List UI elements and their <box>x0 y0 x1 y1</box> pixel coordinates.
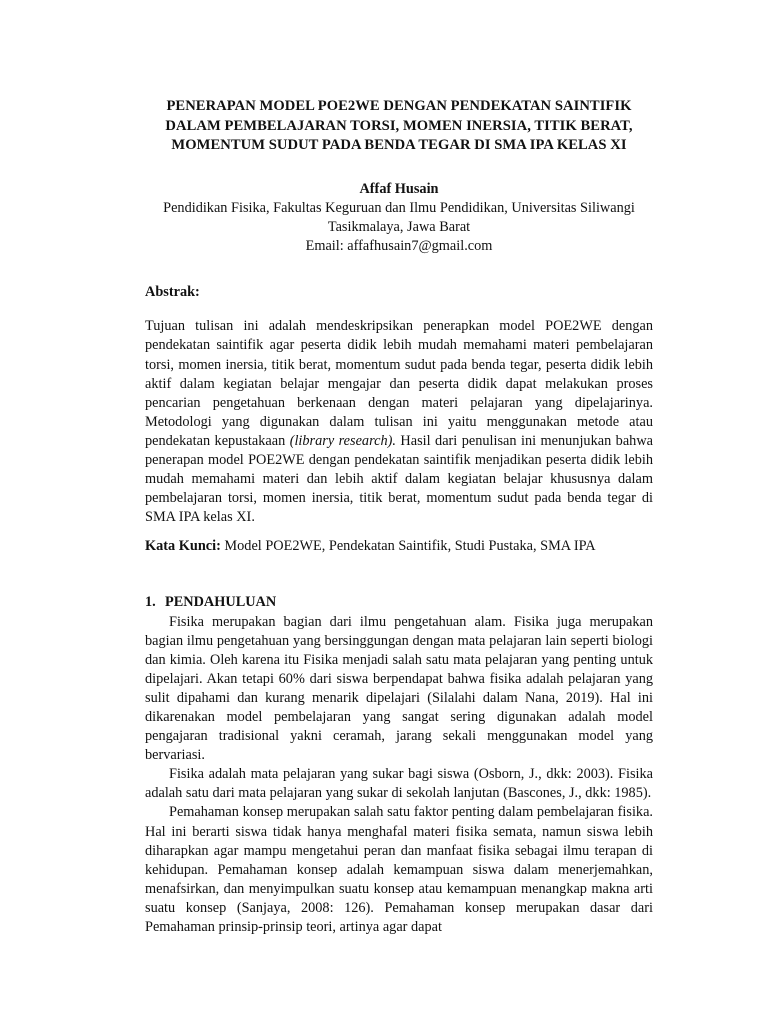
keywords-label: Kata Kunci: <box>145 538 221 555</box>
body-paragraph: Fisika merupakan bagian dari ilmu pengetahuan alam. Fisika juga merupakan bagian ilmu pengetahuan yang bersinggungan dengan mata pelajaran lain seperti biologi dan kimia. Oleh karena itu Fisika menjadi salah satu mata pelajaran yang penting untuk dipelajari. Akan tetapi 60% dari siswa berpendapat bahwa fisika adalah pelajaran yang sulit dipahami dan kurang menarik dipelajari (Silalahi dalam Nana, 2019). Hal ini dikarenakan model pembelajaran yang sangat sering digunakan adalah model pengajaran tradisional yakni ceramah, jarang sekali menggunakan model yang bervariasi. <box>145 613 653 764</box>
title-line: DALAM PEMBELAJARAN TORSI, MOMEN INERSIA, TITIK BERAT, <box>165 117 633 134</box>
author-affiliation: Pendidikan Fisika, Fakultas Keguruan dan Ilmu Pendidikan, Universitas Siliwangi <box>163 199 635 216</box>
abstract-text <box>145 317 653 527</box>
section-heading <box>145 593 653 612</box>
section-number: 1. <box>145 594 156 611</box>
paper-title <box>145 97 653 156</box>
author-location: Tasikmalaya, Jawa Barat <box>327 218 471 235</box>
abstract-heading: Abstrak: <box>145 284 200 301</box>
author-email: Email: affafhusain7@gmail.com <box>305 238 493 255</box>
author-name: Affaf Husain <box>359 180 439 197</box>
keywords-text: Model POE2WE, Pendekatan Saintifik, Studi Pustaka, SMA IPA <box>220 538 596 555</box>
keywords <box>145 537 653 556</box>
title-line: MOMENTUM SUDUT PADA BENDA TEGAR DI SMA IPA KELAS XI <box>171 137 627 153</box>
title-line: PENERAPAN MODEL POE2WE DENGAN PENDEKATAN SAINTIFIK <box>166 98 632 114</box>
body-paragraph: Pemahaman konsep merupakan salah satu faktor penting dalam pembelajaran fisika. Hal ini berarti siswa tidak hanya menghafal materi fisika semata, namun siswa lebih diharapkan agar mampu mengetahui peran dan manfaat fisika sebagai ilmu terapan di kehidupan. Pemahaman konsep adalah kemampuan siswa dalam menerjemahkan, menafsirkan, dan menyimpulkan suatu konsep atau kemampuan menangkap makna arti suatu konsep (Sanjaya, 2008: 126). Pemahaman konsep merupakan dasar dari Pemahaman prinsip-prinsip teori, artinya agar dapat <box>145 804 653 936</box>
section-title: PENDAHULUAN <box>165 594 277 611</box>
body-paragraph: Fisika adalah mata pelajaran yang sukar bagi siswa (Osborn, J., dkk: 2003). Fisika adalah satu dari mata pelajaran yang sukar di sekolah lanjutan (Bascones, J., dkk: 1985). <box>145 766 653 802</box>
abstract-text-part: Hasil dari penulisan ini menunjukan bahwa penerapan model POE2WE dengan pendekatan saintifik menjadikan peserta didik lebih mudah memahami materi dan lebih aktif dalam kegiatan belajar khususnya dalam pembelajaran torsi, momen inersia, titik berat, momentum sudut pada benda tegar di SMA IPA kelas XI. <box>145 432 653 526</box>
author-block <box>145 180 653 257</box>
abstract-text-part: Tujuan tulisan ini adalah mendeskripsikan penerapkan model POE2WE dengan pendekatan saintifik agar peserta didik lebih mudah memahami materi pembelajaran torsi, momen inersia, titik berat, momentum sudut pada benda tegar, peserta didik lebih aktif dalam kegiatan belajar mengajar dan peserta didik dapat melakukan proses pencarian pengetahuan berkenaan dengan materi pelajaran yang dipelajarinya. Metodologi yang digunakan dalam tulisan ini yaitu menggunakan metode atau pendekatan kepustakaan <box>145 318 653 449</box>
abstract-italic-term: (library research). <box>289 432 396 449</box>
